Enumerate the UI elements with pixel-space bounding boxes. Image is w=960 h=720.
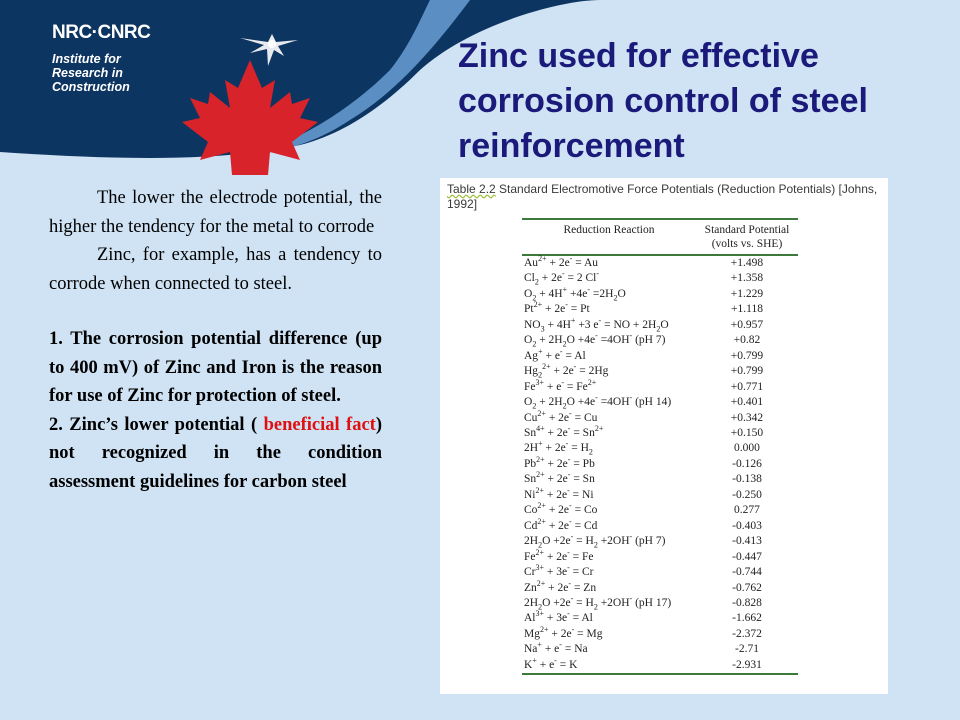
header-potential-line2: (volts vs. SHE) (711, 238, 783, 250)
beneficial-fact-highlight: beneficial fact (263, 414, 376, 435)
reaction-cell: $Pb^{2+} + 2e^- = Pb$ (524, 455, 595, 470)
potential-cell: -0.138 (732, 473, 762, 486)
table-row (522, 302, 798, 317)
reaction-cell: $Sn^{2+} + 2e^- = Sn$ (524, 470, 595, 486)
table-row (522, 287, 798, 302)
table-row (522, 611, 798, 626)
table-caption-text: Standard Electromotive Force Potentials (Reduction Potentials) [Johns, 1992] (447, 182, 878, 211)
logo-wordmark: NRC·CNRC (52, 22, 151, 43)
table-row (522, 503, 798, 518)
potential-cell: 0.277 (734, 504, 760, 517)
potential-cell: -0.828 (732, 596, 762, 609)
logo-line-construction: Construction (52, 80, 130, 94)
potential-cell: +0.799 (730, 349, 764, 362)
table-caption-label: Table 2.2 (447, 182, 496, 196)
reaction-cell: $Fe^{3+} + e^- = Fe^{2+}$ (524, 377, 597, 393)
table-row (522, 426, 798, 441)
reaction-cell: $Sn^{4+} + 2e^- = Sn^{2+}$ (524, 424, 604, 439)
potential-cell: -0.126 (732, 457, 762, 470)
reaction-cell: $Fe^{2+} + 2e^- = Fe$ (524, 547, 594, 563)
table-row (522, 596, 798, 611)
table-row (522, 519, 798, 534)
paragraph-electrode: The lower the electrode potential, the higher the tendency for the metal to corrode (49, 188, 382, 237)
reaction-cell: $Cr^{3+} + 3e^- = Cr$ (524, 563, 594, 579)
table-row (522, 658, 798, 674)
potential-cell: -0.413 (732, 535, 762, 548)
emf-table-figure (440, 178, 888, 694)
reaction-cell: $Ni^{2+} + 2e^- = Ni$ (524, 485, 594, 501)
table-row (522, 488, 798, 503)
reaction-cell: $Pt^{2+} + 2e^- = Pt$ (524, 300, 590, 316)
potential-cell: +0.150 (730, 426, 764, 439)
potential-cell: +1.229 (730, 287, 764, 300)
reaction-cell: Na+ + e- = Na (524, 640, 588, 656)
table-row (522, 349, 798, 364)
header-reduction-reaction: Reduction Reaction (522, 219, 696, 255)
reaction-cell: $2H_2O +2e^- = H_2 +2OH^-$ (pH 17) (524, 594, 672, 612)
potential-cell: +0.957 (730, 318, 764, 331)
table-row (522, 534, 798, 549)
reaction-cell: $2H^+ + 2e^- = H_2$ (524, 439, 593, 457)
reaction-cell: $Au^{2+} + 2e^- = Au$ (524, 254, 598, 269)
point-2 (49, 411, 382, 497)
potential-cell: +0.401 (730, 396, 764, 409)
reaction-cell: $Hg_2^{2+} + 2e^- = 2Hg$ (524, 362, 609, 380)
table-row (522, 472, 798, 487)
reaction-cell: $O_2 + 2H_2O +4e^- =4OH^-$ (pH 14) (524, 393, 672, 411)
reaction-cell: $Cl_2 + 2e^- = 2$ Cl- (524, 269, 600, 287)
potential-cell: -0.762 (732, 581, 762, 594)
point-2-end: ) not recognized in the condition assessment guidelines for carbon steel (49, 414, 383, 492)
logo-line-institute: Institute for (52, 52, 121, 66)
header-potential-line1: Standard Potential (704, 224, 790, 236)
potential-cell: +0.799 (730, 365, 764, 378)
body-text (49, 184, 382, 496)
table-row (522, 441, 798, 456)
potential-cell: +1.118 (731, 303, 763, 316)
table-row (522, 627, 798, 642)
table-row (522, 318, 798, 333)
table-row (522, 642, 798, 657)
paragraph-zinc-example: Zinc, for example, has a tendency to corrode when connected to steel. (49, 245, 382, 294)
reaction-cell: $Mg^{2+} + 2e^- = Mg$ (524, 625, 603, 640)
potential-cell: +1.498 (730, 257, 764, 269)
reaction-cell: $Co^{2+} + 2e^- = Co$ (524, 501, 598, 517)
potential-cell: 0.000 (734, 442, 760, 455)
potential-cell: -0.744 (732, 566, 762, 579)
table-row (522, 380, 798, 395)
potential-cell: -1.662 (732, 612, 762, 625)
potential-cell: -2.372 (732, 627, 762, 640)
table-row (522, 395, 798, 410)
potential-cell: -0.250 (732, 488, 762, 501)
header-standard-potential (696, 219, 798, 255)
point-2-start: 2. Zinc’s lower potential ( (49, 414, 264, 435)
reaction-cell: $Al^{3+} + 3e^- = Al$ (524, 609, 593, 625)
emf-table (522, 218, 798, 675)
reaction-cell: Ag+ + e- = Al (524, 346, 586, 362)
potential-cell: -0.447 (732, 550, 762, 563)
emf-table-body (522, 255, 798, 674)
potential-cell: -2.931 (696, 658, 798, 674)
potential-cell: +1.358 (730, 272, 764, 285)
potential-cell: +0.342 (730, 411, 764, 424)
table-row (522, 333, 798, 348)
potential-cell: +0.82 (733, 334, 761, 347)
reaction-cell: $Cd^{2+} + 2e^- = Cd$ (524, 516, 598, 532)
table-row (522, 411, 798, 426)
potential-cell: +0.771 (730, 380, 764, 393)
slide-title: Zinc used for effective corrosion control of steel reinforcement (458, 37, 868, 165)
reaction-cell: K+ + e- = K (522, 658, 696, 674)
potential-cell: -0.403 (732, 519, 762, 532)
reaction-cell: $O_2 + 2H_2O +4e^- =4OH^-$ (pH 7) (524, 331, 666, 349)
reaction-cell: $Zn^{2+} + 2e^- = Zn$ (524, 578, 597, 594)
table-header-row (522, 219, 798, 255)
logo-line-research: Research in (52, 66, 123, 80)
reaction-cell: $2H_2O +2e^- = H_2 +2OH^-$ (pH 7) (524, 532, 666, 550)
table-row (522, 550, 798, 565)
table-row (522, 581, 798, 596)
potential-cell: -2.71 (735, 643, 759, 656)
reaction-cell: $O_2 + 4H^+ +4e^- =2H_2O$ (524, 285, 626, 303)
reaction-cell: $Cu^{2+} + 2e^- = Cu$ (524, 408, 598, 424)
table-row (522, 457, 798, 472)
table-caption (447, 182, 885, 212)
table-row (522, 565, 798, 580)
reaction-cell: $NO_3 + 4H^+ +3$ e- = NO + $2H_2O$ (524, 315, 669, 334)
point-1: 1. The corrosion potential difference (up to 400 mV) of Zinc and Iron is the reason for use of Zinc for protection of steel. (49, 329, 382, 406)
